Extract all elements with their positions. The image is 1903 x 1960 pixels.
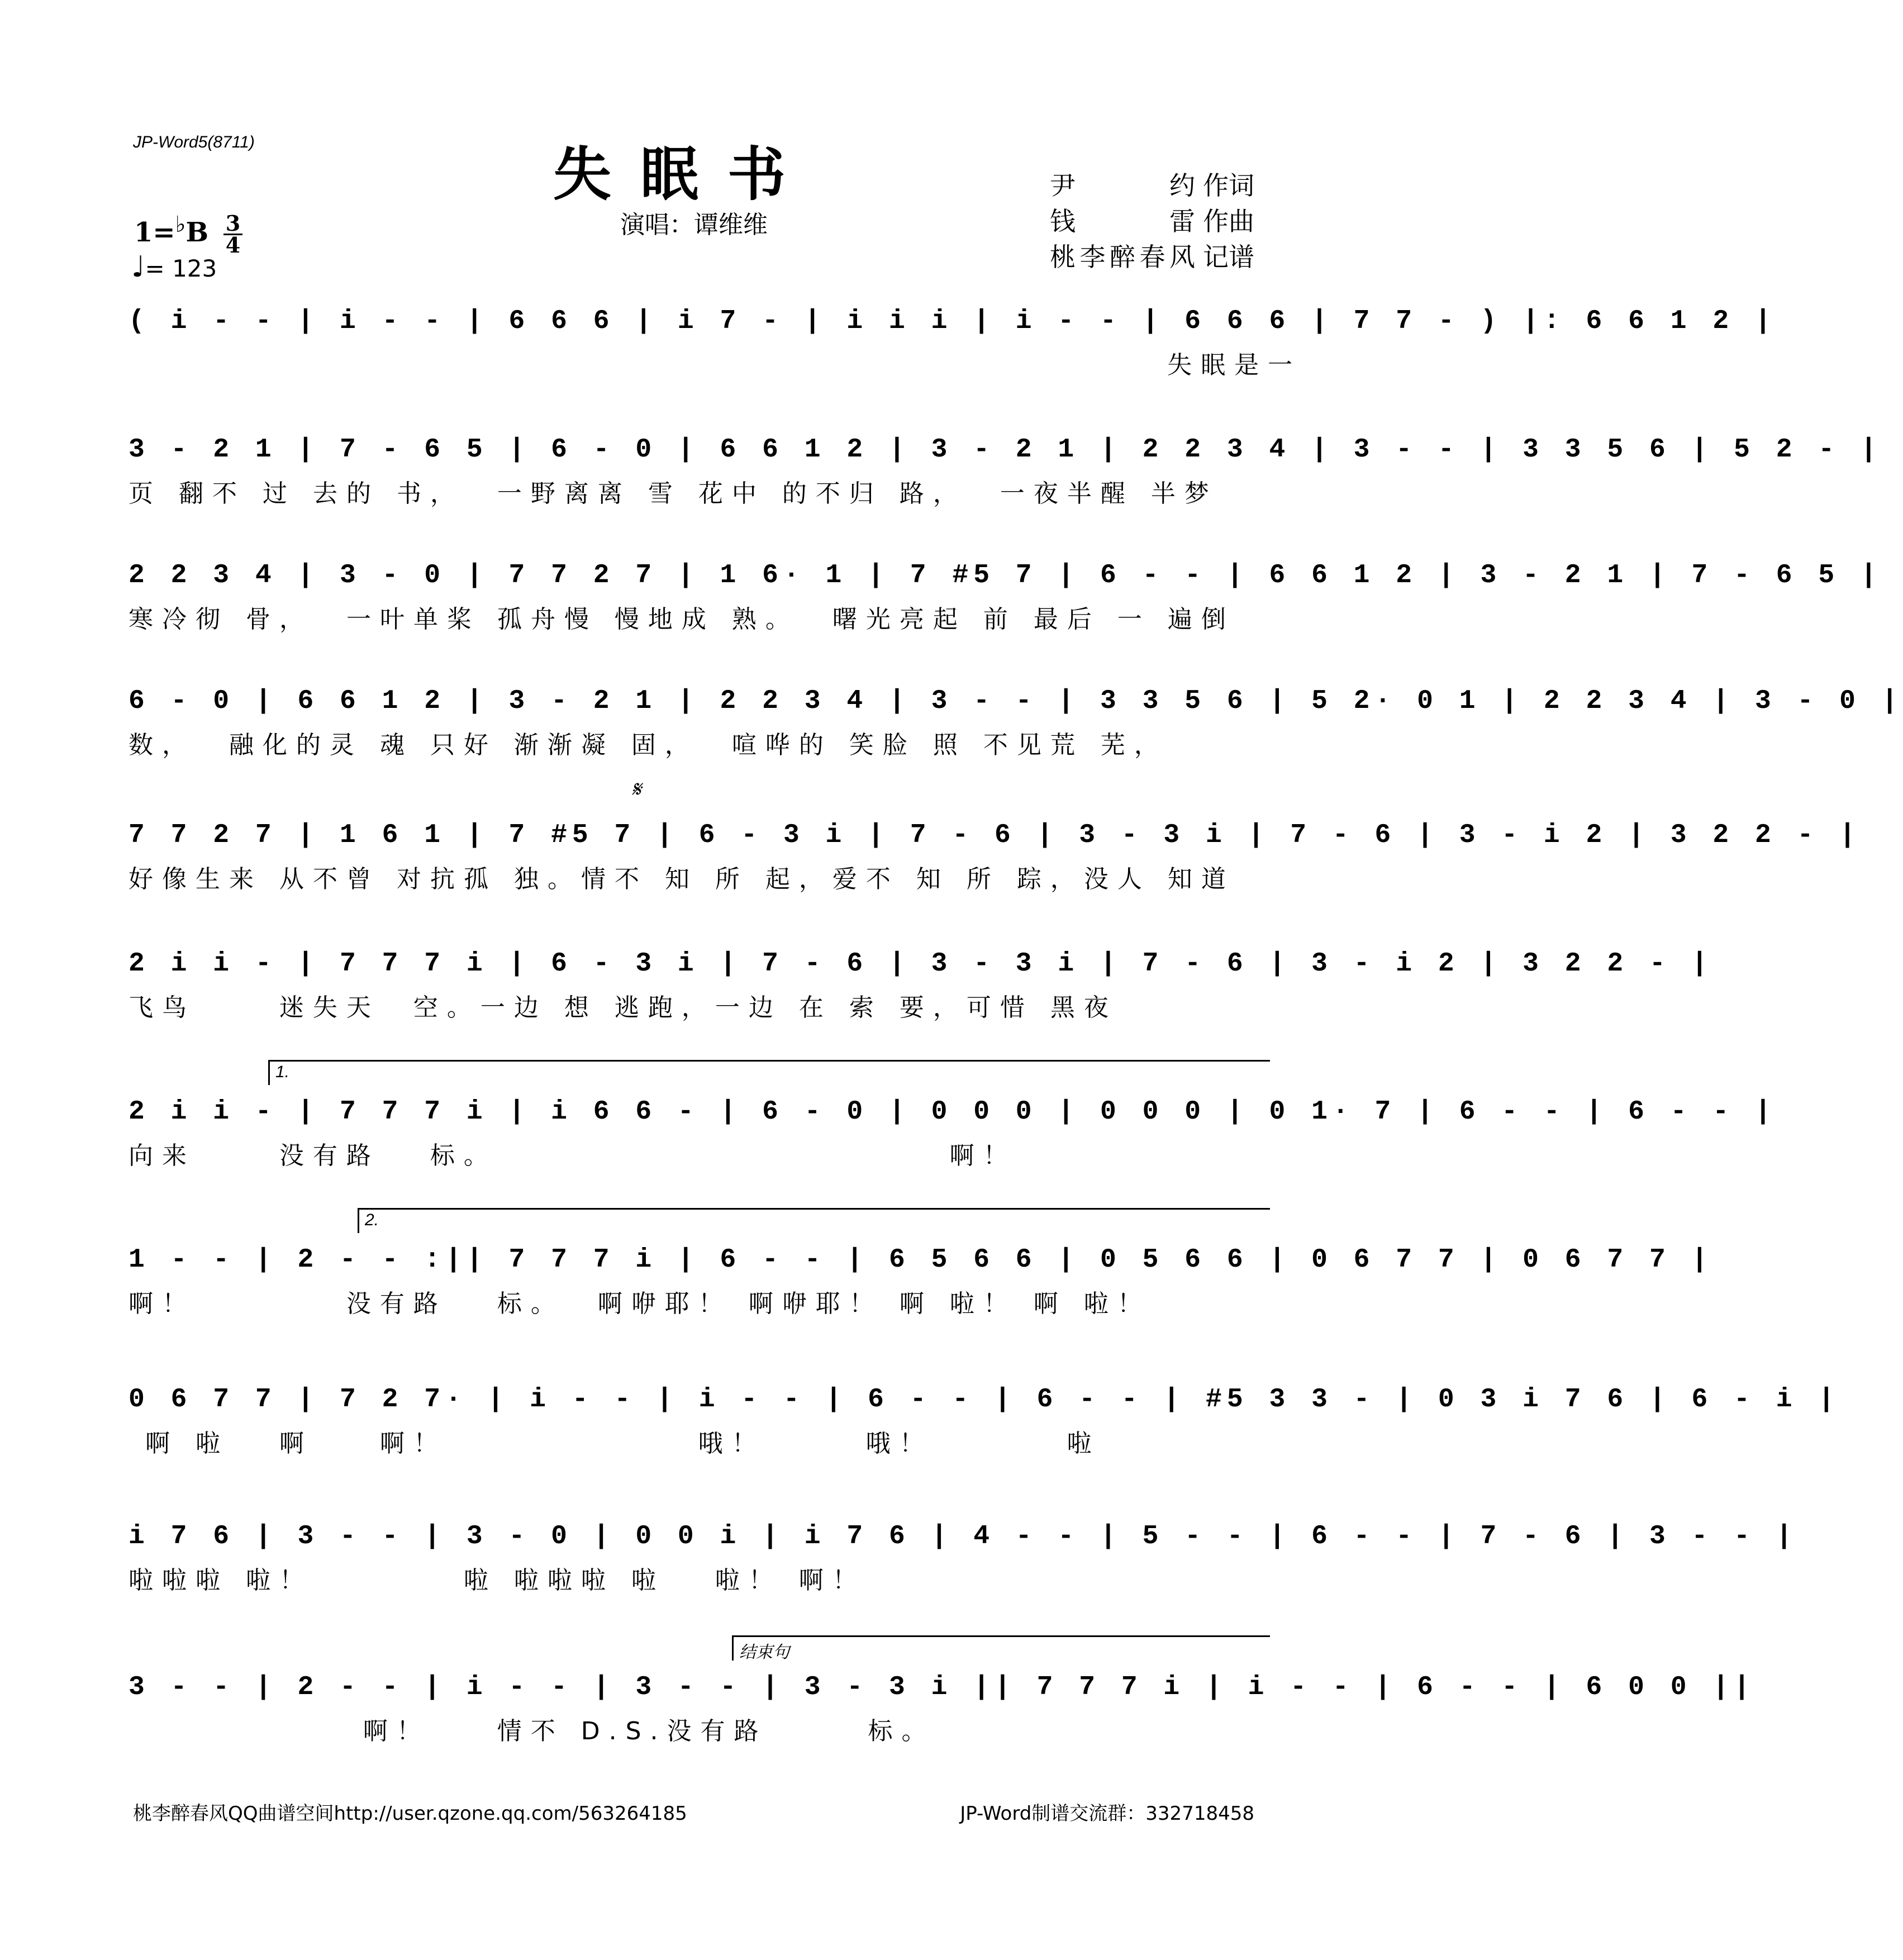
score-system-9 (129, 1380, 1840, 1461)
lyrics-line: 啊 啦 啊 啊！ 哦！ 哦！ 啦 (129, 1429, 1101, 1458)
singer-line: 演唱：谭维维 (620, 211, 768, 239)
notation-line: 2 i i - | 7 7 7 i | i 6 6 - | 6 - 0 | 0 0 0 | 0 0 0 | 0 1· 7 | 6 - - | 6 - - | (129, 1097, 1776, 1127)
credit-lyricist-name: 尹约 (1050, 170, 1195, 201)
notation-line: 1 - - | 2 - - :|| 7 7 7 i | 6 - - | 6 5 6 6 | 0 5 6 6 | 0 6 7 7 | 0 6 7 7 | (129, 1245, 1713, 1275)
notation-line: 6 - 0 | 6 6 1 2 | 3 - 2 1 | 2 2 3 4 | 3 - - | 3 3 5 6 | 5 2· 0 1 | 2 2 3 4 | 3 - 0 | (129, 686, 1903, 716)
score-system-6 (129, 944, 1713, 1025)
credit-lyricist-role: 作词 (1203, 170, 1254, 201)
lyrics-line: 好像生来 从不曾 对抗孤 独。情不 知 所 起，爱不 知 所 踪，没人 知道 (129, 865, 1235, 893)
footer-source: 桃李醉春风QQ曲谱空间http://user.qzone.qq.com/563264185 (133, 1802, 687, 1825)
score-system-7 (129, 1063, 1776, 1173)
credit-composer-role: 作曲 (1203, 206, 1254, 236)
song-title: 失眠书 (553, 140, 815, 208)
software-label: JP-Word5(8711) (133, 133, 255, 151)
lyrics-line: 数， 融化的灵 魂 只好 渐渐凝 固， 喧哗的 笑脸 照 不见荒 芜， (129, 731, 1168, 759)
lyrics-line: 啊！ 没有路 标。 啊咿耶！ 啊咿耶！ 啊 啦！ 啊 啦！ (129, 1290, 1151, 1318)
lyrics-line: 飞鸟 迷失天 空。一边 想 逃跑，一边 在 索 要，可惜 黑夜 (129, 993, 1117, 1022)
credit-transcriber (1050, 239, 1254, 275)
notation-line: 3 - 2 1 | 7 - 6 5 | 6 - 0 | 6 6 1 2 | 3 - 2 1 | 2 2 3 4 | 3 - - | 3 3 5 6 | 5 2 - | (129, 435, 1882, 465)
first-ending-bracket: 1. (268, 1060, 1270, 1085)
lyrics-line: 啊！ 情不 D.S.没有路 标。 (129, 1717, 935, 1745)
credit-composer (1050, 203, 1254, 239)
coda-bracket: 结束句 (732, 1635, 1270, 1661)
tempo-marking (131, 250, 217, 284)
footer-group: JP-Word制谱交流群：332718458 (960, 1802, 1254, 1825)
key-signature (134, 211, 242, 258)
lyrics-line: 失眠是一 (129, 351, 1302, 379)
quarter-note-icon: ♩ (131, 250, 145, 284)
tempo-value: = 123 (145, 255, 217, 282)
credits-block (1050, 168, 1254, 275)
score-system-10 (129, 1517, 1797, 1597)
notation-line: ( i - - | i - - | 6 6 6 | i 7 - | i i i | i - - | 6 6 6 | 7 7 - ) |: 6 6 1 2 | (129, 306, 1776, 336)
credit-transcriber-name: 桃李醉春风 (1050, 242, 1195, 272)
second-ending-bracket: 2. (358, 1208, 1270, 1233)
score-system-2 (129, 430, 1882, 511)
score-system-8 (129, 1211, 1713, 1321)
lyrics-line: 寒冷彻 骨， 一叶单桨 孤舟慢 慢地成 熟。 曙光亮起 前 最后 一 遍倒 (129, 605, 1235, 634)
lyrics-line: 啦啦啦 啦！ 啦 啦啦啦 啦 啦！ 啊！ (129, 1566, 866, 1595)
notation-line: 7 7 2 7 | 1 6 1 | 7 #5 7 | 6 - 3 i | 7 - 6 | 3 - 3 i | 7 - 6 | 3 - i 2 | 3 2 2 - | (129, 820, 1861, 850)
key-note: B (185, 217, 209, 248)
notation-line: i 7 6 | 3 - - | 3 - 0 | 0 0 i | i 7 6 | 4 - - | 5 - - | 6 - - | 7 - 6 | 3 - - | (129, 1521, 1797, 1552)
time-signature (223, 211, 242, 258)
segno-icon: 𝄋 (631, 777, 641, 802)
notation-line: 2 i i - | 7 7 7 i | 6 - 3 i | 7 - 6 | 3 - 3 i | 7 - 6 | 3 - i 2 | 3 2 2 - | (129, 949, 1713, 979)
notation-line: 0 6 7 7 | 7 2 7· | i - - | i - - | 6 - - | 6 - - | #5 3 3 - | 0 3 i 7 6 | 6 - i | (129, 1385, 1840, 1415)
notation-line: 3 - - | 2 - - | i - - | 3 - - | 3 - 3 i || 7 7 7 i | i - - | 6 - - | 6 0 0 || (129, 1672, 1755, 1702)
time-numerator: 3 (223, 213, 242, 235)
credit-transcriber-role: 记谱 (1203, 242, 1254, 272)
score-system-5 (129, 777, 1861, 896)
time-denominator: 4 (225, 232, 241, 258)
key-prefix: 1= (134, 217, 175, 248)
lyrics-line: 页 翻不 过 去的 书， 一野离离 雪 花中 的不归 路， 一夜半醒 半梦 (129, 479, 1218, 508)
score-system-3 (129, 556, 1882, 636)
score-system-11 (129, 1643, 1755, 1748)
notation-line: 2 2 3 4 | 3 - 0 | 7 7 2 7 | 1 6· 1 | 7 #5 7 | 6 - - | 6 6 1 2 | 3 - 2 1 | 7 - 6 5 | (129, 560, 1882, 591)
credit-composer-name: 钱雷 (1050, 206, 1195, 236)
score-system-4 (129, 682, 1903, 762)
flat-icon: ♭ (175, 211, 186, 237)
credit-lyricist (1050, 168, 1254, 203)
lyrics-line: 向来 没有路 标。 啊！ (129, 1141, 1017, 1170)
score-system-1 (129, 302, 1776, 382)
